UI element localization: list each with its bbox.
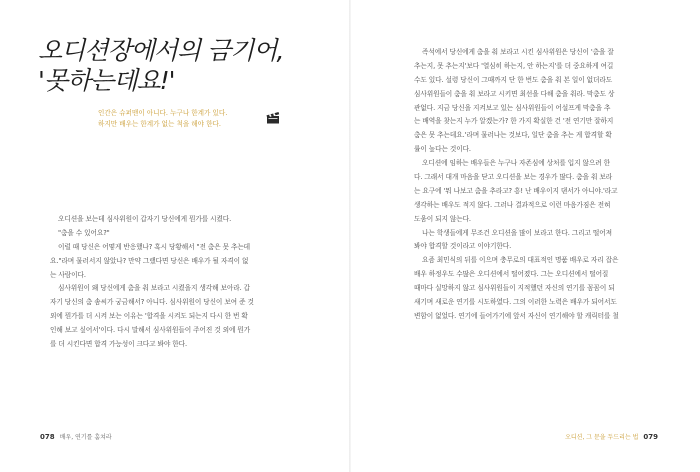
- body-line: 춤은 못 추는데요.'라며 물러나는 것보다, 일단 춤을 추는 게 합격할 확: [414, 131, 612, 140]
- left-body-text: [50, 213, 324, 352]
- body-line: 는 사람이다.: [50, 270, 86, 279]
- body-line: 생각하는 배우도 적지 않다. 그러나 결과적으로 이런 마음가짐은 전혀: [414, 200, 611, 209]
- body-line: 률이 높다는 것이다.: [414, 145, 471, 154]
- left-folio: [40, 432, 112, 441]
- body-line: 는 요구에 '뭐 나보고 춤을 추라고? 흥! 난 배우이지 댄서가 아니야.'라고: [414, 186, 618, 195]
- body-line: 다. 그래서 대개 마음을 닫고 오디션을 보는 경우가 많다. 춤을 춰 보라: [414, 173, 613, 182]
- body-line: 심사위원이 왜 당신에게 춤을 춰 보라고 시켰을지 생각해 보아라. 갑: [58, 284, 250, 293]
- clapperboard-icon: [266, 111, 280, 124]
- page-number: 079: [643, 433, 658, 441]
- body-line: 도움이 되지 않는다.: [414, 214, 471, 223]
- body-line: 오디션을 보는데 심사위원이 갑자기 당신에게 뭔가를 시켰다.: [58, 215, 232, 223]
- subtitle-line: 하지만 배우는 한계가 없는 척을 해야 한다.: [98, 120, 221, 128]
- body-line: 는 배역을 찾는지 누가 알겠는가? 한 가지 확실한 건 '전 연기만 잘하지: [414, 117, 614, 126]
- body-line: 배우 하정우도 수많은 오디션에서 떨어졌다. 그는 오디션에서 떨어질: [414, 270, 609, 279]
- body-line: 외에 뭔가를 더 시켜 보는 이유는 '합격을 시켜도 되는지 다시 한 번 확: [50, 312, 248, 321]
- chapter-title-line: 오디션장에서의 금기어,: [38, 36, 284, 65]
- body-line: 즉석에서 당신에게 춤을 춰 보라고 시킨 심사위원은 당신이 '춤을 잘: [422, 48, 614, 56]
- body-line: 이럴 때 당신은 어떻게 반응했나? 혹시 당황해서 "전 춤은 못 추는데: [58, 242, 251, 251]
- running-head: 배우, 연기를 훔쳐라: [59, 434, 112, 441]
- body-line: 변함이 없었다. 연기에 들어가기에 앞서 자신이 연기해야 할 캐릭터를 철: [414, 311, 619, 320]
- left-page: [0, 0, 349, 472]
- body-line: 요즘 최민식의 뒤를 이으며 충무로의 대표적인 명품 배우로 자리 잡은: [422, 256, 619, 265]
- chapter-title-line: '못하는데요!': [38, 66, 175, 95]
- body-line: 추는지, 못 추는지'보다 '열심히 하는지, 안 하는지'를 더 중요하게 여길: [414, 61, 614, 70]
- body-line: 수도 있다. 설령 당신이 그때까지 단 한 번도 춤을 춰 본 일이 없더라도: [414, 75, 613, 84]
- right-folio: [565, 432, 658, 441]
- body-line: 심사위원들이 춤을 춰 보라고 시키면 최선을 다해 춤을 춰라. 막춤도 상: [414, 89, 615, 98]
- body-line: 요."라며 물러서지 않았나? 만약 그랬다면 당신은 배우가 될 자격이 없: [50, 256, 249, 265]
- body-line: 오디션에 임하는 배우들은 누구나 자존심에 상처를 입지 않으려 한: [422, 159, 610, 168]
- body-line: 자기 당신의 춤 솜씨가 궁금해서? 아니다. 심사위원이 당신이 보여 준 것: [50, 298, 254, 307]
- running-head: 오디션, 그 문을 두드리는 법: [565, 434, 639, 441]
- body-line: 봐야 합격할 것이라고 이야기한다.: [414, 242, 512, 251]
- right-body-text: [414, 46, 672, 324]
- body-line: "춤을 수 있어요?": [58, 228, 110, 237]
- subtitle-line: 인간은 슈퍼맨이 아니다. 누구나 한계가 있다.: [98, 109, 228, 117]
- body-line: 새기며 새로운 연기를 시도하였다. 그의 이러한 노력은 배우가 되어서도: [414, 298, 617, 307]
- body-line: 나는 학생들에게 무조건 오디션을 많이 보라고 한다. 그리고 떨어져: [422, 228, 612, 237]
- body-line: 를 더 시킨다면 합격 가능성이 크다고 봐야 한다.: [50, 340, 188, 349]
- page-number: 078: [40, 433, 55, 441]
- body-line: 때마다 실망하지 않고 심사위원들이 지적했던 자신의 연기를 꼼꼼이 되: [414, 284, 615, 293]
- body-line: 관없다. 지금 당신을 지켜보고 있는 심사위원들이 어설프게 막춤을 추: [414, 103, 611, 112]
- body-line: 인해 보고 싶어서'이다. 다시 말해서 심사위원들이 주어진 것 외에 뭔가: [50, 326, 251, 335]
- chapter-title: [38, 36, 338, 96]
